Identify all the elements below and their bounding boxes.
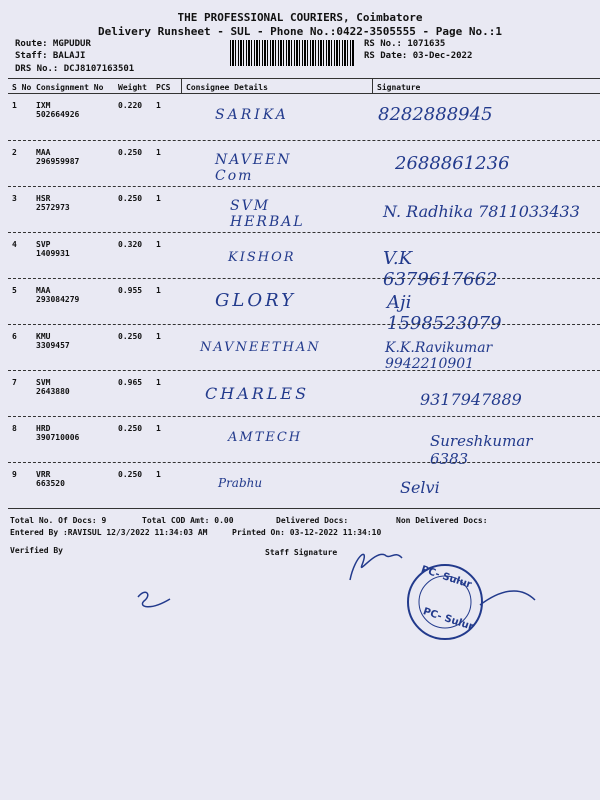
row-divider [8, 462, 600, 463]
row-signature: 9317947889 [420, 390, 522, 409]
row-pcs: 1 [156, 424, 161, 433]
total-docs: Total No. Of Docs: 9 [10, 516, 107, 525]
row-weight: 0.250 [118, 424, 143, 433]
row-sno: 1 [12, 101, 17, 110]
col-sno: S No [12, 83, 32, 92]
row-signature: 8282888945 [378, 104, 493, 125]
row-weight: 0.220 [118, 101, 143, 110]
row-divider [8, 140, 600, 141]
verified-by: Verified By [10, 546, 63, 555]
row-consignment: SVM 2643880 [36, 378, 70, 396]
staff-signature-label: Staff Signature [265, 548, 338, 557]
row-divider [8, 324, 600, 325]
row-consignment: HRD 390710006 [36, 424, 80, 442]
row-sno: 8 [12, 424, 17, 433]
non-delivered-docs: Non Delivered Docs: [396, 516, 488, 525]
row-consignment: MAA 296959987 [36, 148, 80, 166]
row-consignee: CHARLES [205, 384, 310, 403]
drs-number: DRS No.: DCJ8107163501 [15, 64, 135, 74]
row-weight: 0.320 [118, 240, 143, 249]
row-sno: 4 [12, 240, 17, 249]
row-pcs: 1 [156, 378, 161, 387]
row-sno: 2 [12, 148, 17, 157]
col-signature: Signature [377, 83, 421, 92]
table-bottom-rule [8, 508, 600, 509]
rs-date: RS Date: 03-Dec-2022 [364, 51, 473, 61]
row-consignment: HSR 2572973 [36, 194, 70, 212]
row-divider [8, 278, 600, 279]
row-signature: Sureshkumar 6383 [430, 432, 533, 468]
verified-signature-mark [130, 585, 180, 615]
row-sno: 3 [12, 194, 17, 203]
col-pcs: PCS [156, 83, 171, 92]
row-weight: 0.250 [118, 470, 143, 479]
row-pcs: 1 [156, 148, 161, 157]
barcode [230, 40, 355, 66]
row-consignment: KMU 3309457 [36, 332, 70, 350]
route: Route: MGPUDUR [15, 39, 91, 49]
stamp-text-top: PC- Sulur [419, 564, 473, 591]
header-bottom-rule [8, 93, 600, 94]
row-weight: 0.250 [118, 332, 143, 341]
row-pcs: 1 [156, 101, 161, 110]
row-signature: 2688861236 [395, 153, 510, 174]
row-consignment: MAA 293084279 [36, 286, 80, 304]
row-weight: 0.250 [118, 148, 143, 157]
col-consignment: Consignment No [36, 83, 104, 92]
row-pcs: 1 [156, 286, 161, 295]
row-consignment: SVP 1409931 [36, 240, 70, 258]
row-pcs: 1 [156, 194, 161, 203]
row-signature: K.K.Ravikumar 9942210901 [385, 340, 493, 372]
rs-number: RS No.: 1071635 [364, 39, 446, 49]
row-consignee: Prabhu [218, 476, 263, 490]
stamp-text-bottom: PC- Sulur [421, 606, 475, 633]
staff: Staff: BALAJI [15, 51, 86, 61]
col-divider [372, 79, 373, 93]
row-sno: 6 [12, 332, 17, 341]
runsheet-subtitle: Delivery Runsheet - SUL - Phone No.:0422-3505555 - Page No.:1 [98, 25, 502, 38]
row-signature: Aji 1598523079 [387, 292, 502, 334]
row-signature: Selvi [400, 478, 440, 497]
total-cod: Total COD Amt: 0.00 [142, 516, 234, 525]
row-consignment: VRR 663520 [36, 470, 65, 488]
row-divider [8, 370, 600, 371]
company-title: THE PROFESSIONAL COURIERS, Coimbatore [177, 11, 423, 24]
entered-by: Entered By :RAVISUL 12/3/2022 11:34:03 AM [10, 528, 208, 537]
row-weight: 0.250 [118, 194, 143, 203]
row-consignee: NAVNEETHAN [200, 340, 321, 355]
col-divider [181, 79, 182, 93]
row-consignment: IXM 502664926 [36, 101, 80, 119]
row-pcs: 1 [156, 240, 161, 249]
header-top-rule [8, 78, 600, 79]
row-signature: V.K 6379617662 [383, 248, 498, 290]
row-consignee: KISHOR [228, 250, 296, 265]
row-pcs: 1 [156, 332, 161, 341]
row-divider [8, 416, 600, 417]
row-sno: 7 [12, 378, 17, 387]
col-consignee: Consignee Details [186, 83, 268, 92]
row-sno: 9 [12, 470, 17, 479]
printed-on: Printed On: 03-12-2022 11:34:10 [232, 528, 382, 537]
row-consignee: AMTECH [228, 430, 303, 445]
row-weight: 0.955 [118, 286, 143, 295]
row-divider [8, 186, 600, 187]
delivered-docs: Delivered Docs: [276, 516, 349, 525]
row-consignee: SVM HERBAL [230, 198, 305, 230]
col-weight: Weight [118, 83, 147, 92]
row-divider [8, 232, 600, 233]
row-weight: 0.965 [118, 378, 143, 387]
row-sno: 5 [12, 286, 17, 295]
row-consignee: SARIKA [215, 107, 289, 123]
row-consignee: GLORY [215, 290, 296, 311]
row-pcs: 1 [156, 470, 161, 479]
row-consignee: NAVEEN Com [215, 152, 292, 184]
row-signature: N. Radhika 7811033433 [383, 202, 580, 221]
